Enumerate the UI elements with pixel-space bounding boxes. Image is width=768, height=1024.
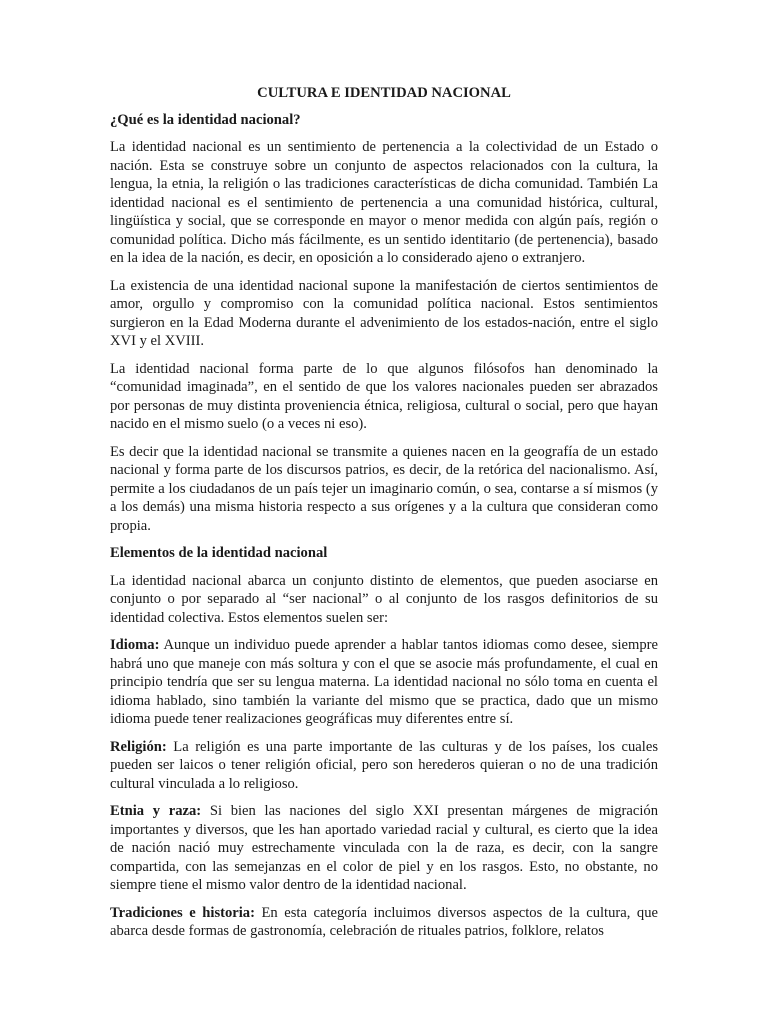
element-description: La religión es una parte importante de las culturas y de los países, los cuales pueden ser laicos o tener religión oficial, pero son herederos quieran o no de una tradición cultural vinculada a lo religioso. [110,738,658,792]
element-description: Si bien las naciones del siglo XXI presentan márgenes de migración importantes y diversos, que les han aportado variedad racial y cultural, es cierto que la idea de nación nació muy estrechamente vinculada con la de raza, es decir, con la sangre compartida, con las semejanzas en el color de piel y en los rasgos. Esto, no obstante, no siempre tiene el mismo valor dentro de la identidad nacional. [110,803,658,893]
paragraph-definition: La identidad nacional es un sentimiento de pertenencia a la colectividad de un Estado o nación. Esta se construye sobre un conjunto de aspectos relacionados con la cultura, la lengua, la etnia, la religión o las tradiciones características de dicha comunidad. También La identidad nacional es el sentimiento de pertenencia a una comunidad histórica, cultural, lingüística y social, que se corresponde en mayor o menor medida con algún país, región o comunidad política. Dicho más fácilmente, es un sentido identitario (de pertenencia), basado en la idea de la nación, es decir, en oposición a lo considerado ajeno o extranjero. [110,139,658,266]
element-item-religion [110,738,658,794]
section-heading-what-is: ¿Qué es la identidad nacional? [110,111,301,128]
element-term: Idioma: [110,637,160,653]
element-item-traditions [110,904,658,941]
element-description: Aunque un individuo puede aprender a hablar tantos idiomas como desee, siempre habrá uno que maneje con más soltura y con el que se asocie más profundamente, el cual en principio tendría que ser su lengua materna. La identidad nacional no sólo toma en cuenta el idioma hablado, sino también la variante del mismo que se practica, dado que un mismo idioma puede tener realizaciones geográficas muy diferentes entre sí. [110,637,658,727]
paragraph-elements-intro: La identidad nacional abarca un conjunto distinto de elementos, que pueden asociarse en conjunto o por separado al “ser nacional” o al conjunto de los rasgos definitorios de su identidad colectiva. Estos elementos suelen ser: [110,572,658,626]
element-term: Religión: [110,738,167,755]
element-term: Tradiciones e historia: [110,904,255,921]
document-title: CULTURA E IDENTIDAD NACIONAL [257,85,511,101]
paragraph-imagined-community: La identidad nacional forma parte de lo que algunos filósofos han denominado la “comunidad imaginada”, en el sentido de que los valores nacionales pueden ser abrazados por personas de muy distinta proveniencia étnica, religiosa, cultural o social, pero que hayan nacido en el mismo suelo (o a veces ni eso). [110,360,658,432]
element-term: Etnia y raza: [110,803,202,819]
element-item-ethnicity [110,802,658,895]
document-body [110,84,658,950]
element-item-language [110,636,658,729]
element-description: En esta categoría incluimos diversos aspectos de la cultura, que abarca desde formas de gastronomía, celebración de rituales patrios, folklore, relatos [110,904,658,939]
paragraph-existence: La existencia de una identidad nacional supone la manifestación de ciertos sentimientos de amor, orgullo y compromiso con la comunidad política nacional. Estos sentimientos surgieron en la Edad Moderna durante el advenimiento de los estados-nación, entre el siglo XVI y el XVIII. [110,277,658,349]
section-heading-elements: Elementos de la identidad nacional [110,545,328,561]
paragraph-transmission: Es decir que la identidad nacional se transmite a quienes nacen en la geografía de un estado nacional y forma parte de los discursos patrios, es decir, de la retórica del nacionalismo. Así, permite a los ciudadanos de un país tejer un imaginario común, o sea, contarse a sí mismos (y a los demás) una misma historia respecto a sus orígenes y a la cultura que consideran como propia. [110,443,658,534]
